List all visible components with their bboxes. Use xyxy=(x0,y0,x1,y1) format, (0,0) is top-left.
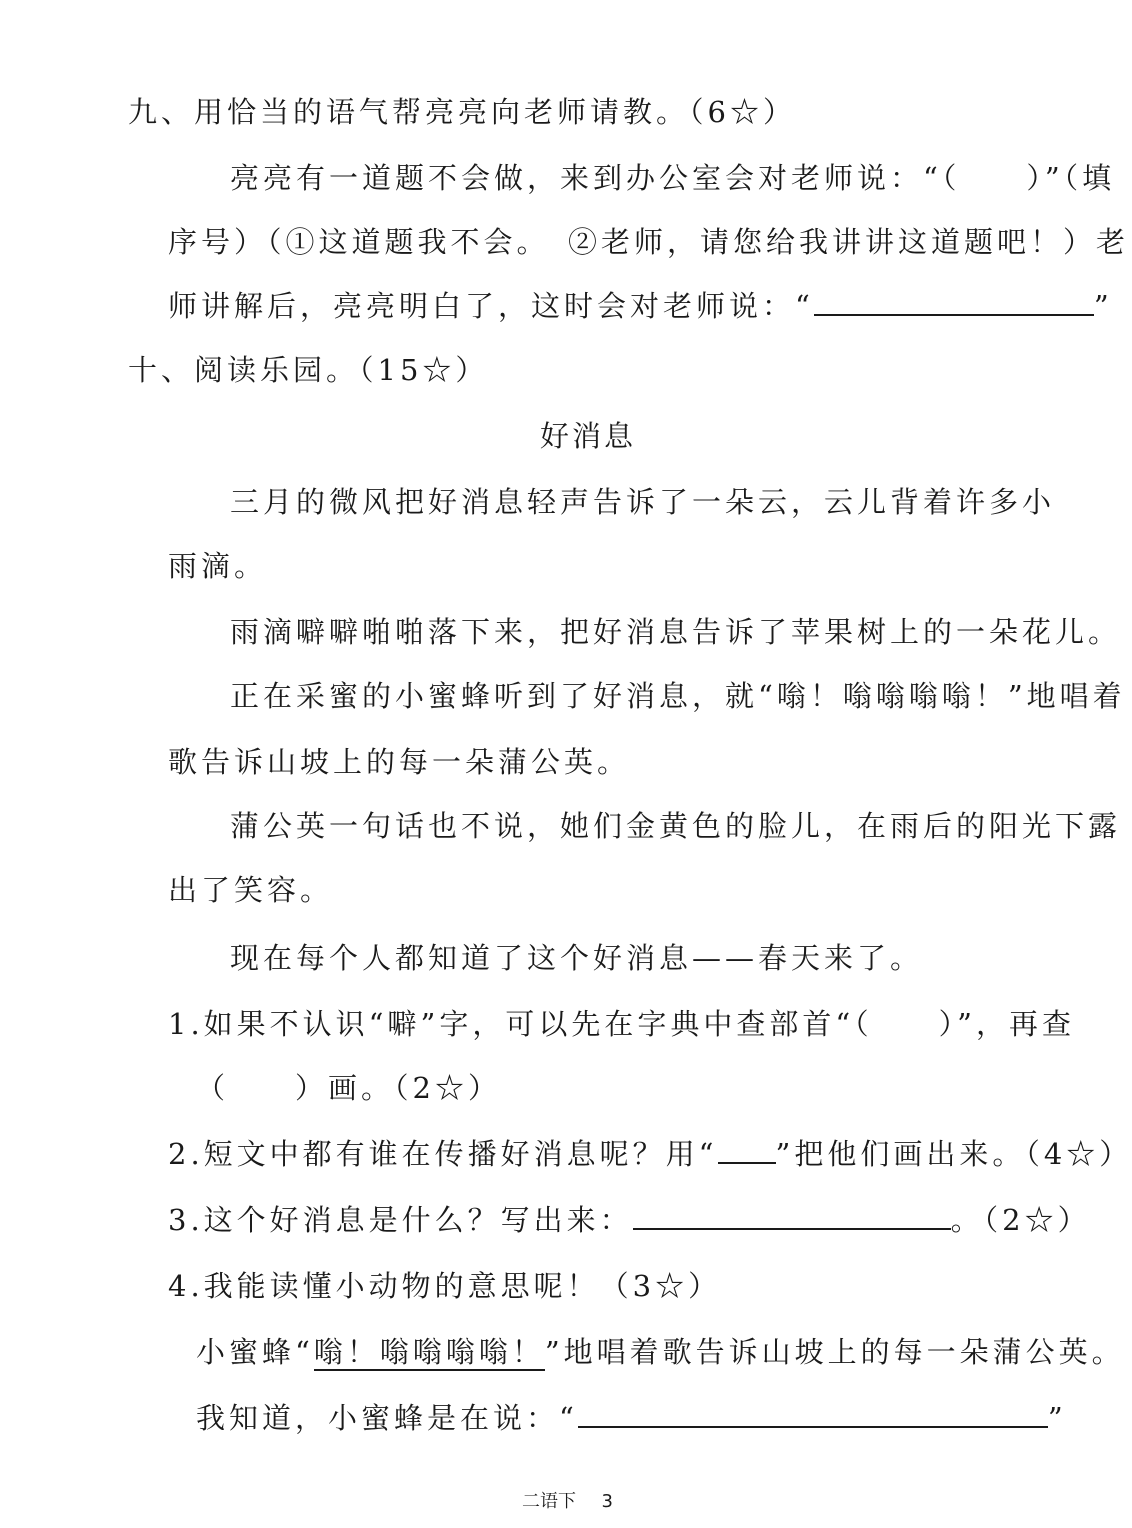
passage-p2: 雨滴噼噼啪啪落下来，把好消息告诉了苹果树上的一朵花儿。 xyxy=(230,615,1122,649)
passage-p1-line2: 雨滴。 xyxy=(168,549,268,583)
q9-heading: 九、用恰当的语气帮亮亮向老师请教。（6☆） xyxy=(128,95,796,129)
q10-4-quote-prefix: 小蜜蜂“ xyxy=(196,1335,314,1369)
q9-line3 xyxy=(168,286,1113,326)
q10-4-answer-suffix: ” xyxy=(1047,1401,1067,1435)
page-number: 3 xyxy=(601,1491,613,1512)
q10-4-heading: 4.我能读懂小动物的意思呢！（3☆） xyxy=(168,1269,722,1303)
q10-3 xyxy=(168,1200,1091,1240)
q10-3-prefix: 3.这个好消息是什么？写出来： xyxy=(168,1203,633,1237)
q9-answer-blank[interactable] xyxy=(814,290,1094,316)
q10-1-line1: 1.如果不认识“噼”字，可以先在字典中查部首“（ ）”，再查 xyxy=(168,1007,1075,1041)
page-footer xyxy=(522,1490,613,1514)
q10-2-underline-sample xyxy=(718,1138,776,1164)
passage-p3-line1: 正在采蜜的小蜜蜂听到了好消息，就“嗡！嗡嗡嗡嗡！”地唱着 xyxy=(230,679,1126,713)
q9-line1: 亮亮有一道题不会做，来到办公室会对老师说：“（ ）”（填 xyxy=(230,161,1116,195)
passage-p3-line2: 歌告诉山坡上的每一朵蒲公英。 xyxy=(168,745,631,779)
q10-4-quote-underlined: 嗡！嗡嗡嗡嗡！ xyxy=(313,1335,545,1369)
passage-p4-line1: 蒲公英一句话也不说，她们金黄色的脸儿，在雨后的阳光下露 xyxy=(230,809,1122,843)
q10-3-suffix: 。（2☆） xyxy=(950,1203,1091,1237)
q10-3-answer-blank[interactable] xyxy=(633,1204,951,1230)
passage-p5: 现在每个人都知道了这个好消息——春天来了。 xyxy=(230,941,924,975)
q10-2 xyxy=(168,1134,1132,1174)
q10-1-line2: （ ）画。（2☆） xyxy=(196,1071,501,1105)
q10-4-quote xyxy=(196,1332,1125,1372)
q10-4-quote-suffix: ”地唱着歌告诉山坡上的每一朵蒲公英。 xyxy=(544,1335,1125,1369)
footer-label: 二语下 xyxy=(522,1491,576,1512)
q10-2-suffix: ”把他们画出来。（4☆） xyxy=(775,1137,1132,1171)
passage-p4-line2: 出了笑容。 xyxy=(168,873,334,907)
q10-4-answer-blank[interactable] xyxy=(578,1402,1048,1428)
q10-heading: 十、阅读乐园。（15☆） xyxy=(128,353,489,387)
passage-p1-line1: 三月的微风把好消息轻声告诉了一朵云，云儿背着许多小 xyxy=(230,485,1056,519)
passage-title: 好消息 xyxy=(540,419,637,453)
q10-2-prefix: 2.短文中都有谁在传播好消息呢？用“ xyxy=(168,1137,718,1171)
q9-line2: 序号）（①这道题我不会。 ②老师，请您给我讲讲这道题吧！）老 xyxy=(168,225,1130,259)
q10-4-answer-prefix: 我知道，小蜜蜂是在说：“ xyxy=(196,1401,578,1435)
q9-line3-prefix: 师讲解后，亮亮明白了，这时会对老师说：“ xyxy=(168,289,814,323)
q9-line3-suffix: ” xyxy=(1093,289,1113,323)
q10-4-answer xyxy=(196,1398,1067,1438)
